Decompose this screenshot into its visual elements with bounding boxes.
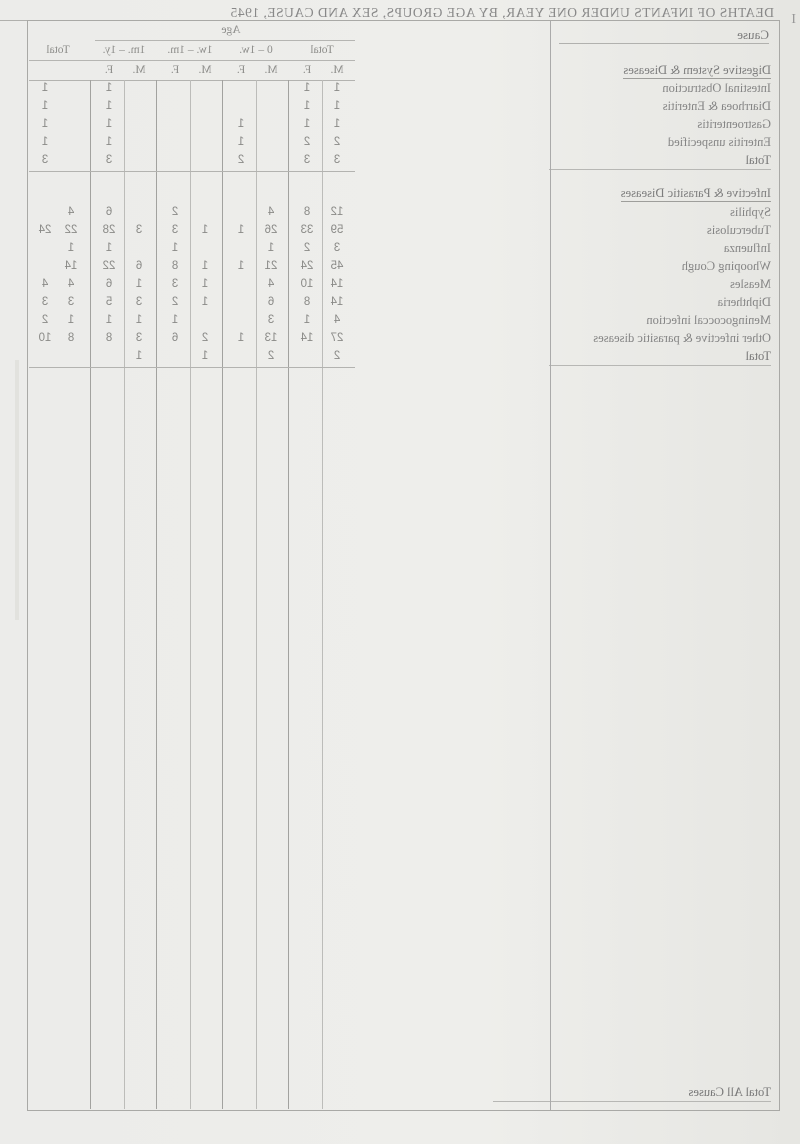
section-title: Digestive System & Diseases [623,63,771,77]
table-cell: 1 [67,314,75,326]
label-column-divider [550,21,551,1110]
table-cell: 10 [300,278,314,290]
subheader-rule [29,80,355,81]
table-cell: 1 [135,314,143,326]
table-cell: 1 [303,82,311,94]
age-group-header: 0 – 1w. [239,44,273,56]
table-cell: 2 [267,350,275,362]
table-cell: 1 [201,296,209,308]
table-cell: 27 [330,332,344,344]
age-header: Age [221,24,241,36]
table-cell: 8 [171,260,179,272]
table-cell: 1 [41,118,49,130]
col-divider [90,80,91,1109]
label-column-header: Cause [559,27,769,44]
cause-label: Gastroenteritis [697,117,771,131]
table-cell: 8 [67,332,75,344]
sex-header: M. [132,64,146,76]
table-cell: 4 [267,206,275,218]
table-cell: 2 [237,154,245,166]
cause-label: Measles [730,277,771,291]
header-rule [29,60,355,61]
table-cell: 14 [64,260,78,272]
table-cell: 4 [67,206,75,218]
table-cell: 8 [303,296,311,308]
table-cell: 1 [333,82,341,94]
table-cell: 3 [135,296,143,308]
table-cell: 1 [41,82,49,94]
table-cell: 1 [105,100,113,112]
table-cell: 1 [105,82,113,94]
table-cell: 22 [102,260,116,272]
table-cell: 1 [105,118,113,130]
table-cell: 1 [201,278,209,290]
table-cell: 3 [41,154,49,166]
row-rule [29,171,355,172]
table-cell: 8 [105,332,113,344]
table-cell: 14 [330,278,344,290]
table-cell: 1 [41,100,49,112]
sex-header: M. [198,64,212,76]
table-cell: 4 [333,314,341,326]
table-cell: 3 [135,332,143,344]
table-cell: 33 [300,224,314,236]
table-cell: 24 [300,260,314,272]
table-cell: 1 [41,136,49,148]
table-cell: 6 [267,296,275,308]
cause-label: Tuberculosis [706,223,771,237]
table-cell: 5 [105,296,113,308]
table-cell: 2 [333,350,341,362]
table-cell: 3 [105,154,113,166]
table-cell: 13 [264,332,278,344]
table-cell: 1 [135,350,143,362]
table-cell: 1 [201,224,209,236]
table-cell: 4 [267,278,275,290]
table-cell: 28 [102,224,116,236]
table-cell: 1 [105,136,113,148]
table-cell: 59 [330,224,344,236]
table-cell: 1 [237,118,245,130]
section-total-label: Total [745,349,771,363]
sex-header: F. [302,64,312,76]
sex-header: F. [104,64,114,76]
cause-label: Whooping Cough [681,259,771,273]
corner-mark: I [791,12,796,27]
sex-header: F. [170,64,180,76]
table-cell: 2 [171,206,179,218]
table-cell: 1 [237,224,245,236]
table-cell: 24 [38,224,52,236]
table-cell: 1 [237,260,245,272]
cause-label: Meningococcal infection [646,313,771,327]
table-cell: 3 [267,314,275,326]
col-divider [222,80,223,1109]
age-group-rule [95,40,355,41]
table-cell: 22 [64,224,78,236]
age-group-header: 1w. – 1m. [167,44,213,56]
table-cell: 6 [135,260,143,272]
table-cell: 2 [201,332,209,344]
sex-header: M. [264,64,278,76]
table-cell: 3 [67,296,75,308]
age-group-header: 1m. – 1y. [102,44,146,56]
table-cell: 1 [237,332,245,344]
table-cell: 1 [303,118,311,130]
cause-label: Diphtheria [717,295,771,309]
table-cell: 1 [135,278,143,290]
table-cell: 2 [333,136,341,148]
table-cell: 6 [105,278,113,290]
table-cell: 1 [303,100,311,112]
table-cell: 3 [333,154,341,166]
table-cell: 1 [333,118,341,130]
table-cell: 45 [330,260,344,272]
table-cell: 3 [171,278,179,290]
table-cell: 1 [171,314,179,326]
col-divider [156,80,157,1109]
table-cell: 1 [201,350,209,362]
age-group-header: Total [310,44,334,56]
section-total-label: Total [745,153,771,167]
page-edge-mark [15,360,19,620]
table-cell: 1 [237,136,245,148]
sex-header: M. [330,64,344,76]
data-grid [29,20,355,1109]
table-cell: 26 [264,224,278,236]
table-cell: 3 [333,242,341,254]
table-cell: 2 [171,296,179,308]
total-column-header: Total [46,44,70,56]
cause-label: Syphilis [730,205,771,219]
cause-label: Influenza [723,241,771,255]
table-cell: 2 [41,314,49,326]
table-cell: 1 [171,242,179,254]
row-rule [29,367,355,368]
table-cell: 1 [333,100,341,112]
table-heading: DEATHS OF INFANTS UNDER ONE YEAR, BY AGE GROUPS, SEX AND CAUSE, 1945 [230,5,774,20]
table-cell: 8 [303,206,311,218]
table-cell: 14 [300,332,314,344]
table-cell: 6 [171,332,179,344]
table-cell: 1 [105,242,113,254]
table-cell: 1 [303,314,311,326]
sex-header: F. [236,64,246,76]
table-cell: 2 [303,136,311,148]
table-cell: 4 [67,278,75,290]
cause-label: Other infective & parasitic diseases [593,331,771,345]
table-cell: 1 [105,314,113,326]
table-cell: 2 [303,242,311,254]
table-cell: 4 [41,278,49,290]
cause-label: Intestinal Obstruction [662,81,771,95]
table-cell: 1 [67,242,75,254]
table-cell: 14 [330,296,344,308]
table-cell: 3 [171,224,179,236]
section-title: Infective & Parasitic Diseases [620,186,771,200]
cause-label: Diarrhoea & Enteritis [662,99,771,113]
table-cell: 3 [135,224,143,236]
table-cell: 3 [41,296,49,308]
table-cell: 6 [105,206,113,218]
table-cell: 1 [267,242,275,254]
cause-label: Enteritis unspecified [667,135,771,149]
col-divider [288,80,289,1109]
table-cell: 10 [38,332,52,344]
table-cell: 3 [303,154,311,166]
footer-total-label: Total All Causes [688,1085,771,1099]
table-cell: 21 [264,260,278,272]
table-cell: 1 [201,260,209,272]
table-cell: 12 [330,206,344,218]
